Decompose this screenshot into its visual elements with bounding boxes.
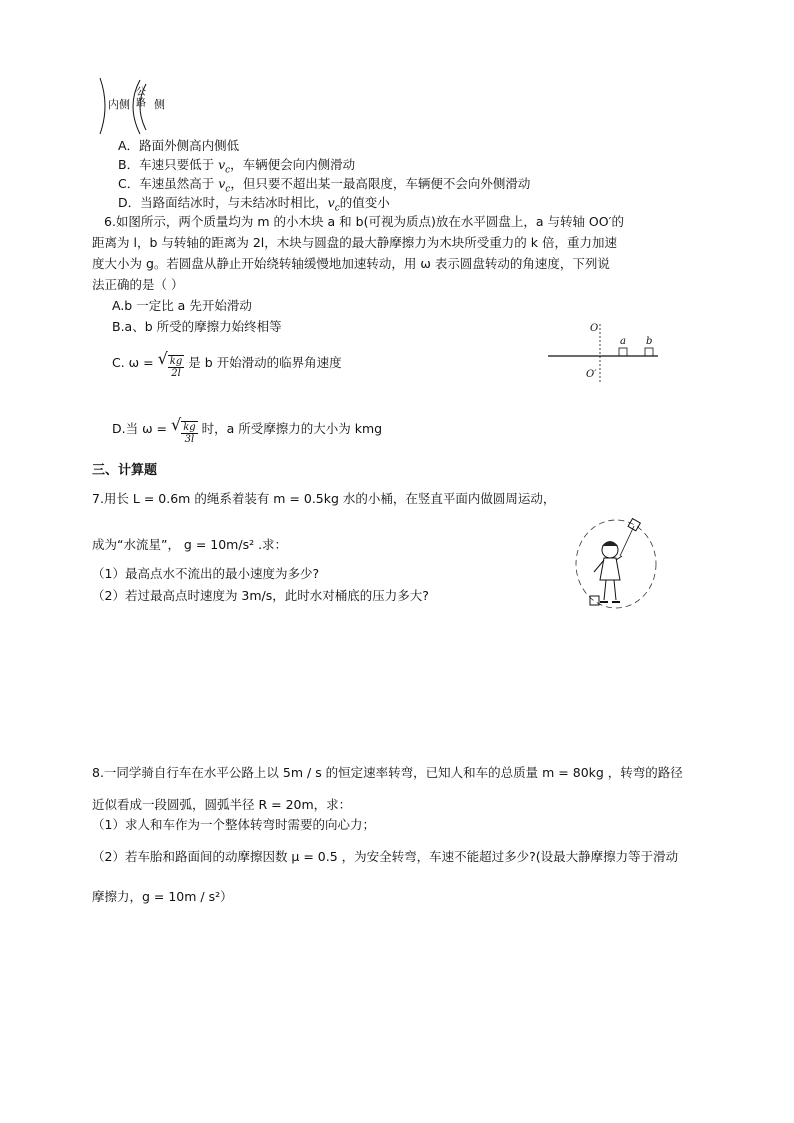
section-heading: 三、计算题 — [92, 463, 158, 478]
option-letter: A． — [118, 138, 140, 153]
inner-side-label: 内侧 — [108, 98, 130, 111]
sqrt-expression: √ $\frac{kg}{3l}$ — [170, 415, 196, 445]
q5-option-b — [118, 157, 355, 177]
q6-option-d — [112, 414, 382, 445]
block-a-label: a — [620, 336, 626, 347]
axis-label-o: O — [590, 323, 599, 334]
option-text: 当路面结冰时，与未结冰时相比， — [140, 195, 328, 210]
q7-stem-line-1: 7.用长 L = 0.6m 的绳系着装有 m = 0.5kg 水的小桶，在竖直平面内做圆周运动， — [92, 491, 556, 506]
q6-stem-line-3: 度大小为 g。若圆盘从静止开始绕转轴缓慢地加速转动，用 ω 表示圆盘转动的角速度，下列说 — [92, 256, 610, 271]
q5-option-c — [118, 176, 530, 196]
vc-symbol: $v_c$ — [327, 195, 340, 214]
vc-symbol: $v_c$ — [218, 157, 231, 176]
fraction-numerator: kg — [169, 356, 183, 367]
q8-stem-line-1: 8.一同学骑自行车在水平公路上以 5m / s 的恒定速率转弯，已知人和车的总质量 m = 80kg ，转弯的路径 — [92, 765, 683, 780]
option-letter: D． — [118, 195, 141, 210]
option-text: 是 b 开始滑动的临界角速度 — [188, 355, 342, 370]
q8-stem-line-3: 摩擦力，g = 10m / s²） — [92, 889, 233, 904]
q8-stem-line-2: 近似看成一段圆弧，圆弧半径 R = 20m，求： — [92, 797, 352, 812]
outer-side-label: 侧 — [154, 98, 165, 111]
vc-symbol: $v_c$ — [218, 176, 231, 195]
turntable-figure — [546, 322, 661, 384]
q7-sub-question-1: （1）最高点水不流出的最小速度为多少? — [92, 566, 320, 581]
sqrt-expression: √ $\frac{kg}{2l}$ — [157, 349, 183, 379]
option-text: 时，a 所受摩擦力的大小为 kmg — [201, 421, 383, 436]
omega-equals: C. ω = — [112, 355, 154, 370]
option-text: ，车辆便会向内侧滑动 — [230, 157, 356, 172]
q5-option-a — [118, 138, 239, 155]
option-text: ，但只要不超出某一最高限度，车辆便不会向外侧滑动 — [230, 176, 531, 191]
fraction-denominator: 2l — [171, 368, 181, 379]
option-text: 的值变小 — [339, 195, 390, 210]
fraction-denominator: 3l — [184, 434, 195, 445]
girl-spinning-bucket-drawing — [568, 516, 664, 612]
option-letter: C． — [118, 176, 140, 191]
option-text: 路面外侧高内侧低 — [139, 138, 240, 153]
q6-option-c — [112, 348, 342, 379]
q5-option-d — [118, 195, 390, 215]
option-letter: B． — [118, 157, 140, 172]
option-text: 车速虽然高于 — [139, 176, 219, 191]
q8-sub-question-1: （1）求人和车作为一个整体转弯时需要的向心力； — [92, 817, 375, 832]
q6-stem-line-1: 6.如图所示，两个质量均为 m 的小木块 a 和 b(可视为质点)放在水平圆盘上，a 与转轴 OO′的 — [104, 214, 624, 229]
road-label: 公路 — [136, 87, 146, 109]
q8-sub-question-2: （2）若车胎和路面间的动摩擦因数 μ = 0.5 ，为安全转弯，车速不能超过多少?(设最大静摩擦力等于滑动 — [92, 849, 679, 864]
road-figure — [96, 76, 176, 136]
axis-label-o-prime: O′ — [586, 369, 597, 380]
fraction-numerator: kg — [183, 422, 196, 433]
option-text: 车速只要低于 — [139, 157, 219, 172]
q7-stem-line-2: 成为“水流星”， g = 10m/s² .求： — [92, 537, 288, 552]
omega-equals: D.当 ω = — [112, 421, 167, 436]
q6-stem-line-2: 距离为 l，b 与转轴的距离为 2l，木块与圆盘的最大静摩擦力为木块所受重力的 k 倍，重力加速 — [92, 235, 617, 250]
q6-option-b: B.a、b 所受的摩擦力始终相等 — [112, 319, 282, 334]
block-b-label: b — [646, 336, 653, 347]
water-bucket-illustration — [568, 516, 664, 612]
q7-sub-question-2: （2）若过最高点时速度为 3m/s，此时水对桶底的压力多大? — [92, 588, 429, 603]
turntable-drawing — [546, 322, 661, 384]
q6-stem-line-4: 法正确的是（ ） — [92, 277, 184, 292]
q6-option-a: A.b 一定比 a 先开始滑动 — [112, 298, 252, 313]
